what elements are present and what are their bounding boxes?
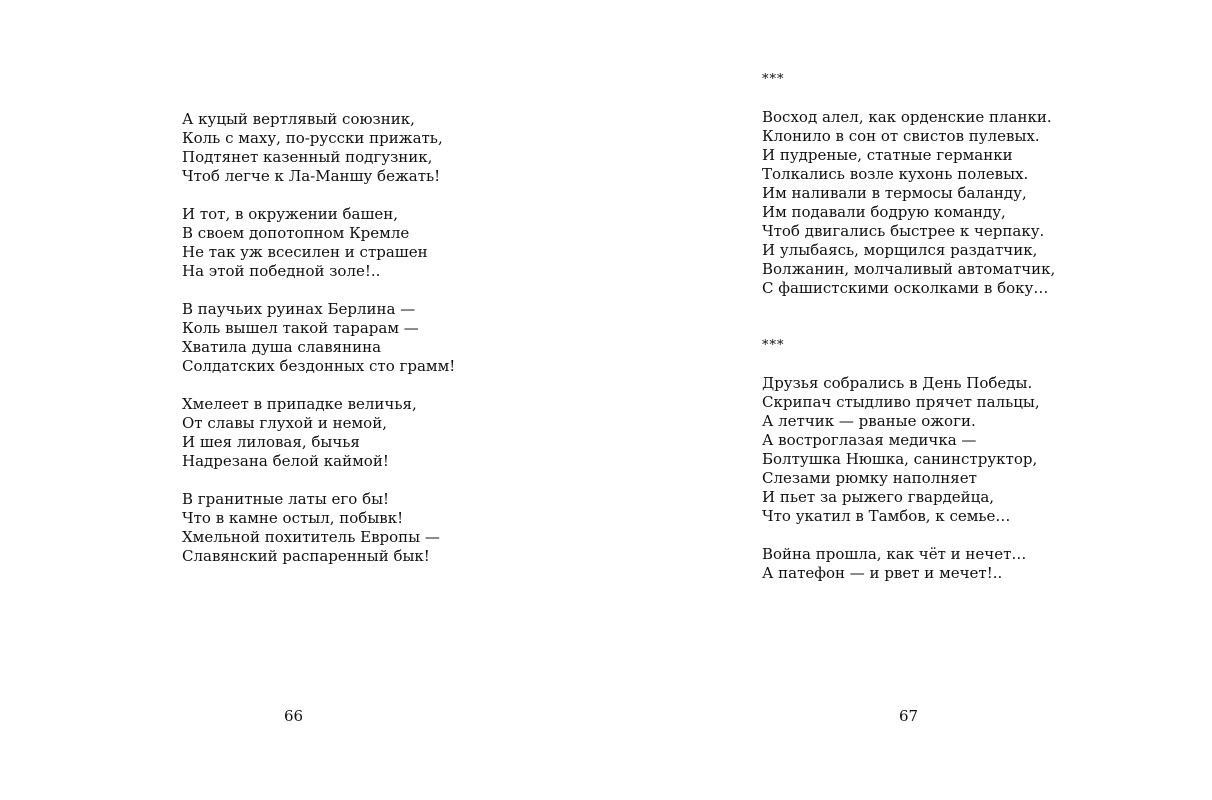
poem-line: И пудреные, статные германки (762, 146, 1013, 164)
stanza (762, 108, 1055, 298)
poem-line: Болтушка Нюшка, санинструктор, (762, 450, 1038, 468)
stanza (182, 205, 455, 281)
poem-line: Чтоб легче к Ла-Маншу бежать! (182, 167, 441, 185)
poem-line: Толкались возле кухонь полевых. (762, 165, 1029, 183)
poem-line: Восход алел, как орденские планки. (762, 108, 1052, 126)
poem-line: Волжанин, молчаливый автоматчик, (762, 260, 1056, 278)
stanza (762, 545, 1055, 583)
poem-line: От славы глухой и немой, (182, 414, 387, 432)
poem-line: Солдатских бездонных сто грамм! (182, 357, 456, 375)
poem-line: Слезами рюмку наполняет (762, 469, 977, 487)
stanza (182, 395, 455, 471)
poem-line: И улыбаясь, морщился раздатчик, (762, 241, 1038, 259)
poem-line: Хмелеет в припадке величья, (182, 395, 417, 413)
poem-line: В паучьих руинах Берлина — (182, 300, 416, 318)
poem (762, 70, 1055, 298)
left-poem (182, 110, 455, 566)
poem-line: А востроглазая медичка — (762, 431, 977, 449)
poem-line: Им наливали в термосы баланду, (762, 184, 1027, 202)
poem-line: А летчик — рваные ожоги. (762, 412, 976, 430)
poem-line: С фашистскими осколками в боку… (762, 279, 1049, 297)
poem-line: Чтоб двигались быстрее к черпаку. (762, 222, 1045, 240)
poem-line: Что в камне остыл, побывк! (182, 509, 404, 527)
poem-line: А патефон — и рвет и мечет!.. (762, 564, 1003, 582)
poem-line: Скрипач стыдливо прячет пальцы, (762, 393, 1040, 411)
poem-line: И шея лиловая, бычья (182, 433, 360, 451)
poem-separator: *** (762, 338, 785, 353)
stanza (182, 300, 455, 376)
poem-line: В гранитные латы его бы! (182, 490, 390, 508)
poem-line: Коль вышел такой тарарам — (182, 319, 419, 337)
poem-line: Подтянет казенный подгузник, (182, 148, 433, 166)
poem-line: Им подавали бодрую команду, (762, 203, 1006, 221)
page-number: 67 (899, 707, 919, 725)
page-number: 66 (284, 707, 304, 725)
poem-line: И тот, в окружении башен, (182, 205, 399, 223)
poem-separator: *** (762, 72, 785, 87)
poem-line: Славянский распаренный бык! (182, 547, 430, 565)
right-page (606, 0, 1212, 800)
poem-line: Хмельной похититель Европы — (182, 528, 440, 546)
poem-line: Клонило в сон от свистов пулевых. (762, 127, 1040, 145)
poem-line: Война прошла, как чёт и нечет… (762, 545, 1027, 563)
poem (762, 336, 1055, 583)
poem-line: Коль с маху, по-русски прижать, (182, 129, 443, 147)
poem-line: На этой победной золе!.. (182, 262, 381, 280)
poem-line: Не так уж всесилен и страшен (182, 243, 428, 261)
poem-line: В своем допотопном Кремле (182, 224, 410, 242)
poem-line: И пьет за рыжего гвардейца, (762, 488, 995, 506)
poem-line: Хватила душа славянина (182, 338, 382, 356)
stanza (182, 490, 455, 566)
stanza (762, 374, 1055, 526)
right-poems (762, 70, 1055, 583)
poem-line: А куцый вертлявый союзник, (182, 110, 415, 128)
stanza (182, 110, 455, 186)
poem-line: Надрезана белой каймой! (182, 452, 389, 470)
poem-line: Что укатил в Тамбов, к семье… (762, 507, 1011, 525)
poem-line: Друзья собрались в День Победы. (762, 374, 1033, 392)
